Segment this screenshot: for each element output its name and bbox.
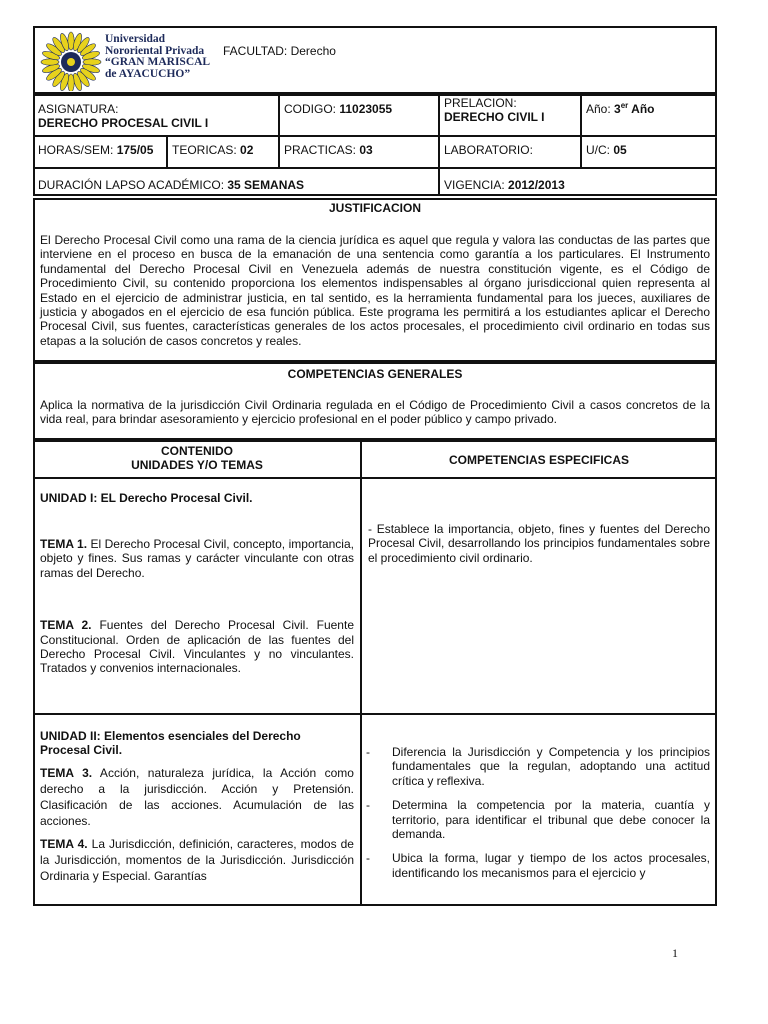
unit2-title: UNIDAD II: Elementos esenciales del Derecho Procesal Civil. xyxy=(40,729,301,758)
horas-value: 175/05 xyxy=(116,143,154,157)
unit1-tema2-text: Fuentes del Derecho Procesal Civil. Fuente Constitucional. Orden de aplicación de las fuentes del Derecho Procesal Civil. Vinculantes y no vinculantes. Tratados y convenios internacionales. xyxy=(40,618,354,676)
unit2-tema3 xyxy=(40,765,354,829)
page-number: 1 xyxy=(672,946,678,960)
university-name-line1: Universidad xyxy=(105,33,166,45)
unit2-competencias-list xyxy=(364,745,710,880)
university-name-line3: “GRAN MARISCAL xyxy=(105,56,211,68)
unit2-competencia-item: - Ubica la forma, lugar y tiempo de los actos procesales, identificando los mecanismos para el ejercicio y xyxy=(364,851,710,880)
codigo-value: 11023055 xyxy=(339,102,393,116)
university-name xyxy=(105,34,210,80)
unit2-tema4-label: TEMA 4. xyxy=(40,836,88,851)
unit2-tema4-text: La Jurisdicción, definición, caracteres, modos de la Jurisdicción, momentos de la Jurisdicción. Jurisdicción Ordinaria y Especial. Garantías xyxy=(40,836,354,883)
unit1-competencia: - Establece la importancia, objeto, fines y fuentes del Derecho Procesal Civil, desarrollando los principios fundamentales sobre el procedimiento civil ordinario. xyxy=(368,522,710,565)
anio-word: Año xyxy=(628,102,655,116)
unit2-competencias-cell xyxy=(361,714,717,906)
laboratorio-cell xyxy=(439,136,581,168)
competencias-generales-title: COMPETENCIAS GENERALES xyxy=(287,367,463,381)
university-name-line4: de AYACUCHO” xyxy=(105,67,191,80)
teoricas-label: TEORICAS: xyxy=(172,143,241,157)
duracion-label: DURACIÓN LAPSO ACADÉMICO: xyxy=(38,178,228,192)
asignatura-value: DERECHO PROCESAL CIVIL I xyxy=(38,116,209,130)
uc-value: 05 xyxy=(613,143,627,157)
unit1-tema2-label: TEMA 2. xyxy=(40,618,92,633)
competencias-generales-section xyxy=(33,362,717,440)
anio-value xyxy=(614,102,654,116)
justificacion-title: JUSTIFICACION xyxy=(328,201,421,215)
vigencia-value: 2012/2013 xyxy=(508,178,565,192)
prelacion-value: DERECHO CIVIL I xyxy=(444,110,545,124)
unit2-competencia-item: - Determina la competencia por la materia, cuantía y territorio, para identificar el tribunal que debe conocer la demanda. xyxy=(364,798,710,841)
asignatura-cell xyxy=(33,94,279,136)
uc-label: U/C: xyxy=(586,143,614,157)
horas-cell xyxy=(33,136,167,168)
unit1-title: UNIDAD I: EL Derecho Procesal Civil. xyxy=(40,491,253,505)
vigencia-cell xyxy=(439,168,717,196)
justificacion-text: El Derecho Procesal Civil como una rama de la ciencia jurídica es aquel que regula y valora las conductas de las partes que interviene en el proceso en busca de la emanación de una sentencia como garantía a los particulares. El Instrumento fundamental del Derecho Procesal Civil en Venezuela además de nuestra constitución vigente, es el Código de Procedimiento Civil, su contenido proporciona los elementos indispensables al órgano jurisdiccional quien representa al Estado en el ejercicio de administrar justicia, en tal sentido, es la herramienta fundamental para los jueces, auxiliares de justicia y abogados en el ejercicio de esa función pública. Este programa les permitirá a los estudiantes aplicar el Derecho Procesal Civil, sus fuentes, características generales de los actos procesales, el procedimiento civil ordinario en todas sus etapas a la solución de casos concretos y reales. xyxy=(40,233,710,348)
unit2-tema4 xyxy=(40,836,354,884)
prelacion-label: PRELACION: xyxy=(444,96,517,110)
unit2-content-cell xyxy=(33,714,361,906)
unit2-competencia-item: - Diferencia la Jurisdicción y Competencia y los principios fundamentales que la regulan, adoptando una actitud crítica y reflexiva. xyxy=(364,745,710,788)
content-col1-header-line2: UNIDADES Y/O TEMAS xyxy=(131,458,263,472)
unit1-tema1 xyxy=(40,537,354,580)
horas-label: HORAS/SEM: xyxy=(38,143,117,157)
practicas-cell xyxy=(279,136,439,168)
practicas-label: PRACTICAS: xyxy=(284,143,360,157)
codigo-cell xyxy=(279,94,439,136)
faculty-label: FACULTAD: Derecho xyxy=(223,44,336,58)
unit1-tema2 xyxy=(40,618,354,676)
unit2-tema3-label: TEMA 3. xyxy=(40,765,93,780)
teoricas-value: 02 xyxy=(240,143,254,157)
uc-cell xyxy=(581,136,717,168)
practicas-value: 03 xyxy=(359,143,373,157)
anio-number: 3 xyxy=(614,102,621,116)
unit1-tema1-text: El Derecho Procesal Civil, concepto, importancia, objeto y fines. Sus ramas y carácter vinculante con otras ramas del Derecho. xyxy=(40,537,354,580)
duracion-cell xyxy=(33,168,439,196)
laboratorio-label: LABORATORIO: xyxy=(444,143,533,157)
university-logo-icon xyxy=(37,31,105,91)
unit1-competencias-cell xyxy=(361,478,717,714)
content-col2-header xyxy=(361,440,717,478)
content-col1-header xyxy=(33,440,361,478)
vigencia-label: VIGENCIA: xyxy=(444,178,509,192)
unit1-tema1-label: TEMA 1. xyxy=(40,537,88,551)
university-name-line2: Nororiental Privada xyxy=(105,44,205,57)
anio-cell xyxy=(581,94,717,136)
unit1-content-cell xyxy=(33,478,361,714)
content-col2-header-text: COMPETENCIAS ESPECIFICAS xyxy=(448,453,630,467)
duracion-value: 35 SEMANAS xyxy=(227,178,305,192)
header-row xyxy=(33,26,717,94)
teoricas-cell xyxy=(167,136,279,168)
codigo-label: CODIGO: xyxy=(284,102,340,116)
competencias-generales-text: Aplica la normativa de la jurisdicción Civil Ordinaria regulada en el Código de Procedimiento Civil a casos concretos de la vida real, para brindar asesoramiento y ejercicio profesional en el poder público y campo privado. xyxy=(40,398,710,427)
anio-label: Año: xyxy=(586,102,615,116)
asignatura-label: ASIGNATURA: xyxy=(38,102,119,116)
content-col1-header-line1: CONTENIDO xyxy=(161,444,233,458)
unit2-tema3-text: Acción, naturaleza jurídica, la Acción como derecho a la jurisdicción. Acción y Pretensión. Clasificación de las acciones. Acumulación de las acciones. xyxy=(40,765,354,828)
justificacion-section xyxy=(33,198,717,362)
anio-superscript: er xyxy=(620,101,629,110)
prelacion-cell xyxy=(439,94,581,136)
